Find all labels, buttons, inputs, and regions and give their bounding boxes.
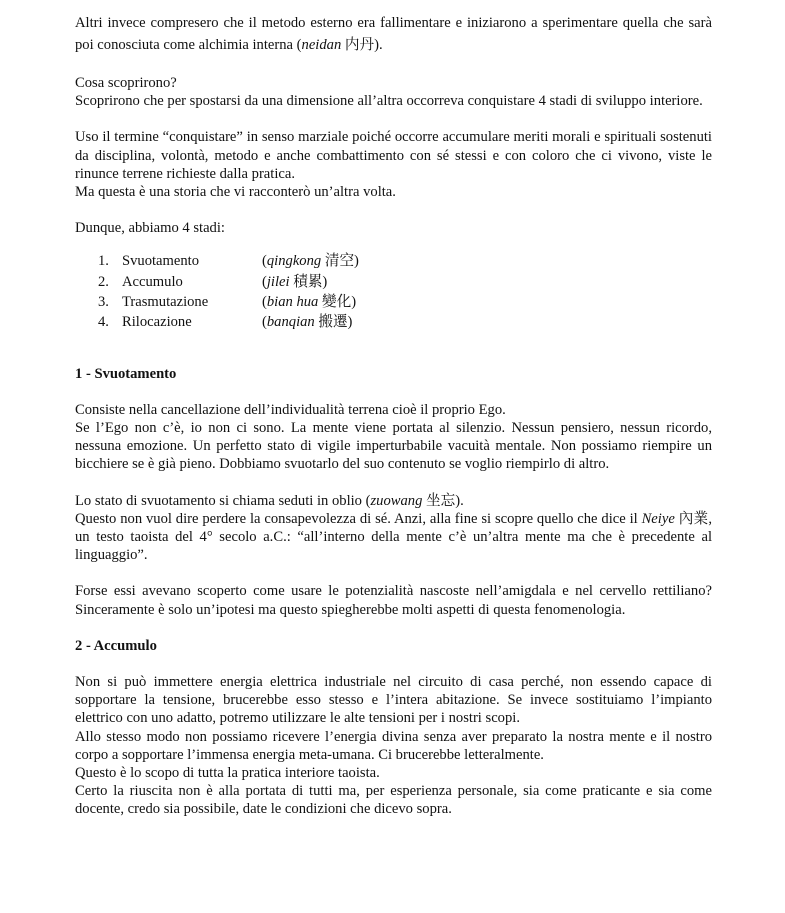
list-number: 4.: [98, 314, 109, 331]
stage-term: [262, 251, 359, 271]
pinyin: banqian: [266, 314, 315, 331]
section2-paragraph-1: Non si può immettere energia elettrica industriale nel circuito di casa perché, non essendo capace di sopportare la tensione, brucerebbe esso stesso e l’intera abitazione. Se invece sostituiamo l’impianto elettrico con uno adatto, potremo utilizzare le alte tensioni per i nostri scopi.: [75, 674, 712, 727]
text-run: 内丹).: [341, 37, 383, 53]
text-run: Altri invece compresero che il metodo esterno era fallimentare e iniziarono a sperimentare quella che sarà poi conosciuta come alchimia interna (: [75, 15, 712, 53]
section1-paragraph-2: Se l’Ego non c’è, io non ci sono. La mente viene portata al silenzio. Nessun pensiero, nessun ricordo, nessuna emozione. Un perfetto stato di vigile imperturbabile vacuità mentale. Non possiamo riempire un bicchiere se è già pieno. Dobbiamo svuotarlo del suo contenuto se voglio riempirlo di altro.: [75, 420, 712, 473]
hanzi: 積累): [289, 273, 328, 290]
term-zuowang: zuowang: [370, 492, 423, 509]
section-heading-accumulo: 2 - Accumulo: [75, 637, 157, 654]
intro-paragraph-2: Scoprirono che per spostarsi da una dimensione all’altra occorreva conquistare 4 stadi di sviluppo interiore.: [75, 93, 703, 110]
paren: (: [262, 314, 267, 331]
intro-paragraph-4: Ma questa è una storia che vi racconterò un’altra volta.: [75, 184, 396, 201]
hanzi: 變化): [318, 294, 357, 311]
section1-paragraph-1: Consiste nella cancellazione dell’individualità terrena cioè il proprio Ego.: [75, 401, 506, 418]
section1-paragraph-5: Forse essi avevano scoperto come usare le potenzialità nascoste nell’amigdala e nel cervello rettiliano? Sinceramente è solo un’ipotesi ma questo spiegherebbe molti aspetti di questa fenomenologia.: [75, 583, 712, 618]
stage-name: Rilocazione: [122, 314, 192, 331]
stage-term: [262, 312, 352, 332]
stage-term: [262, 272, 327, 292]
stage-term: [262, 292, 356, 312]
term-neidan: neidan: [301, 37, 342, 53]
intro-paragraph-5: Dunque, abbiamo 4 stadi:: [75, 220, 225, 237]
stages-list: [75, 251, 712, 332]
paren: (: [262, 294, 267, 311]
text-run: Questo non vuol dire perdere la consapevolezza di sé. Anzi, alla fine si scopre quello che dice il: [75, 510, 642, 527]
stage-name: Svuotamento: [122, 253, 200, 270]
list-item: [98, 251, 712, 271]
list-number: 2.: [98, 273, 109, 290]
pinyin: jilei: [266, 273, 290, 290]
text-run: 內業, un testo taoista del 4° secolo a.C.: “all’interno della mente c’è un’altra mente ma che è precedente al linguaggio”.: [75, 510, 712, 564]
question-line: Cosa scoprirono?: [75, 75, 177, 91]
term-neiye: Neiye: [641, 510, 675, 527]
section1-paragraph-3: [75, 492, 712, 510]
section2-paragraph-2: Allo stesso modo non possiamo ricevere l’energia divina senza aver preparato la nostra mente e il nostro corpo a sopportare l’immensa energia meta-umana. Ci brucerebbe letteralmente.: [75, 728, 712, 763]
paren: (: [262, 273, 267, 290]
paren: (: [262, 253, 267, 270]
list-item: [98, 292, 712, 312]
stage-name: Accumulo: [122, 273, 183, 290]
text-run: Lo stato di svuotamento si chiama seduti in oblio (: [75, 492, 371, 509]
list-item: [98, 272, 712, 292]
list-number: 3.: [98, 294, 109, 311]
section2-paragraph-4: Certo la riuscita non è alla portata di tutti ma, per esperienza personale, sia come praticante e sia come docente, credo sia possibile, date le condizioni che dicevo sopra.: [75, 783, 712, 818]
text-run: 坐忘).: [422, 492, 464, 509]
hanzi: 清空): [321, 253, 359, 270]
section2-paragraph-3: Questo è lo scopo di tutta la pratica interiore taoista.: [75, 765, 380, 782]
hanzi: 搬遷): [314, 314, 353, 331]
pinyin: qingkong: [266, 253, 322, 270]
section1-paragraph-4: [75, 510, 712, 565]
list-item: [98, 312, 712, 332]
stage-name: Trasmutazione: [122, 294, 209, 311]
list-number: 1.: [98, 253, 109, 270]
document-page: [75, 12, 712, 819]
pinyin: bian hua: [266, 294, 319, 311]
section-heading-svuotamento: 1 - Svuotamento: [75, 365, 177, 382]
intro-paragraph-1: [75, 12, 712, 56]
intro-paragraph-3: Uso il termine “conquistare” in senso marziale poiché occorre accumulare meriti morali e spirituali sostenuti da disciplina, volontà, metodo e anche combattimento con sé stessi e con coloro che ci vivono, viste le rinunce terrene richieste dalla pratica.: [75, 129, 712, 182]
